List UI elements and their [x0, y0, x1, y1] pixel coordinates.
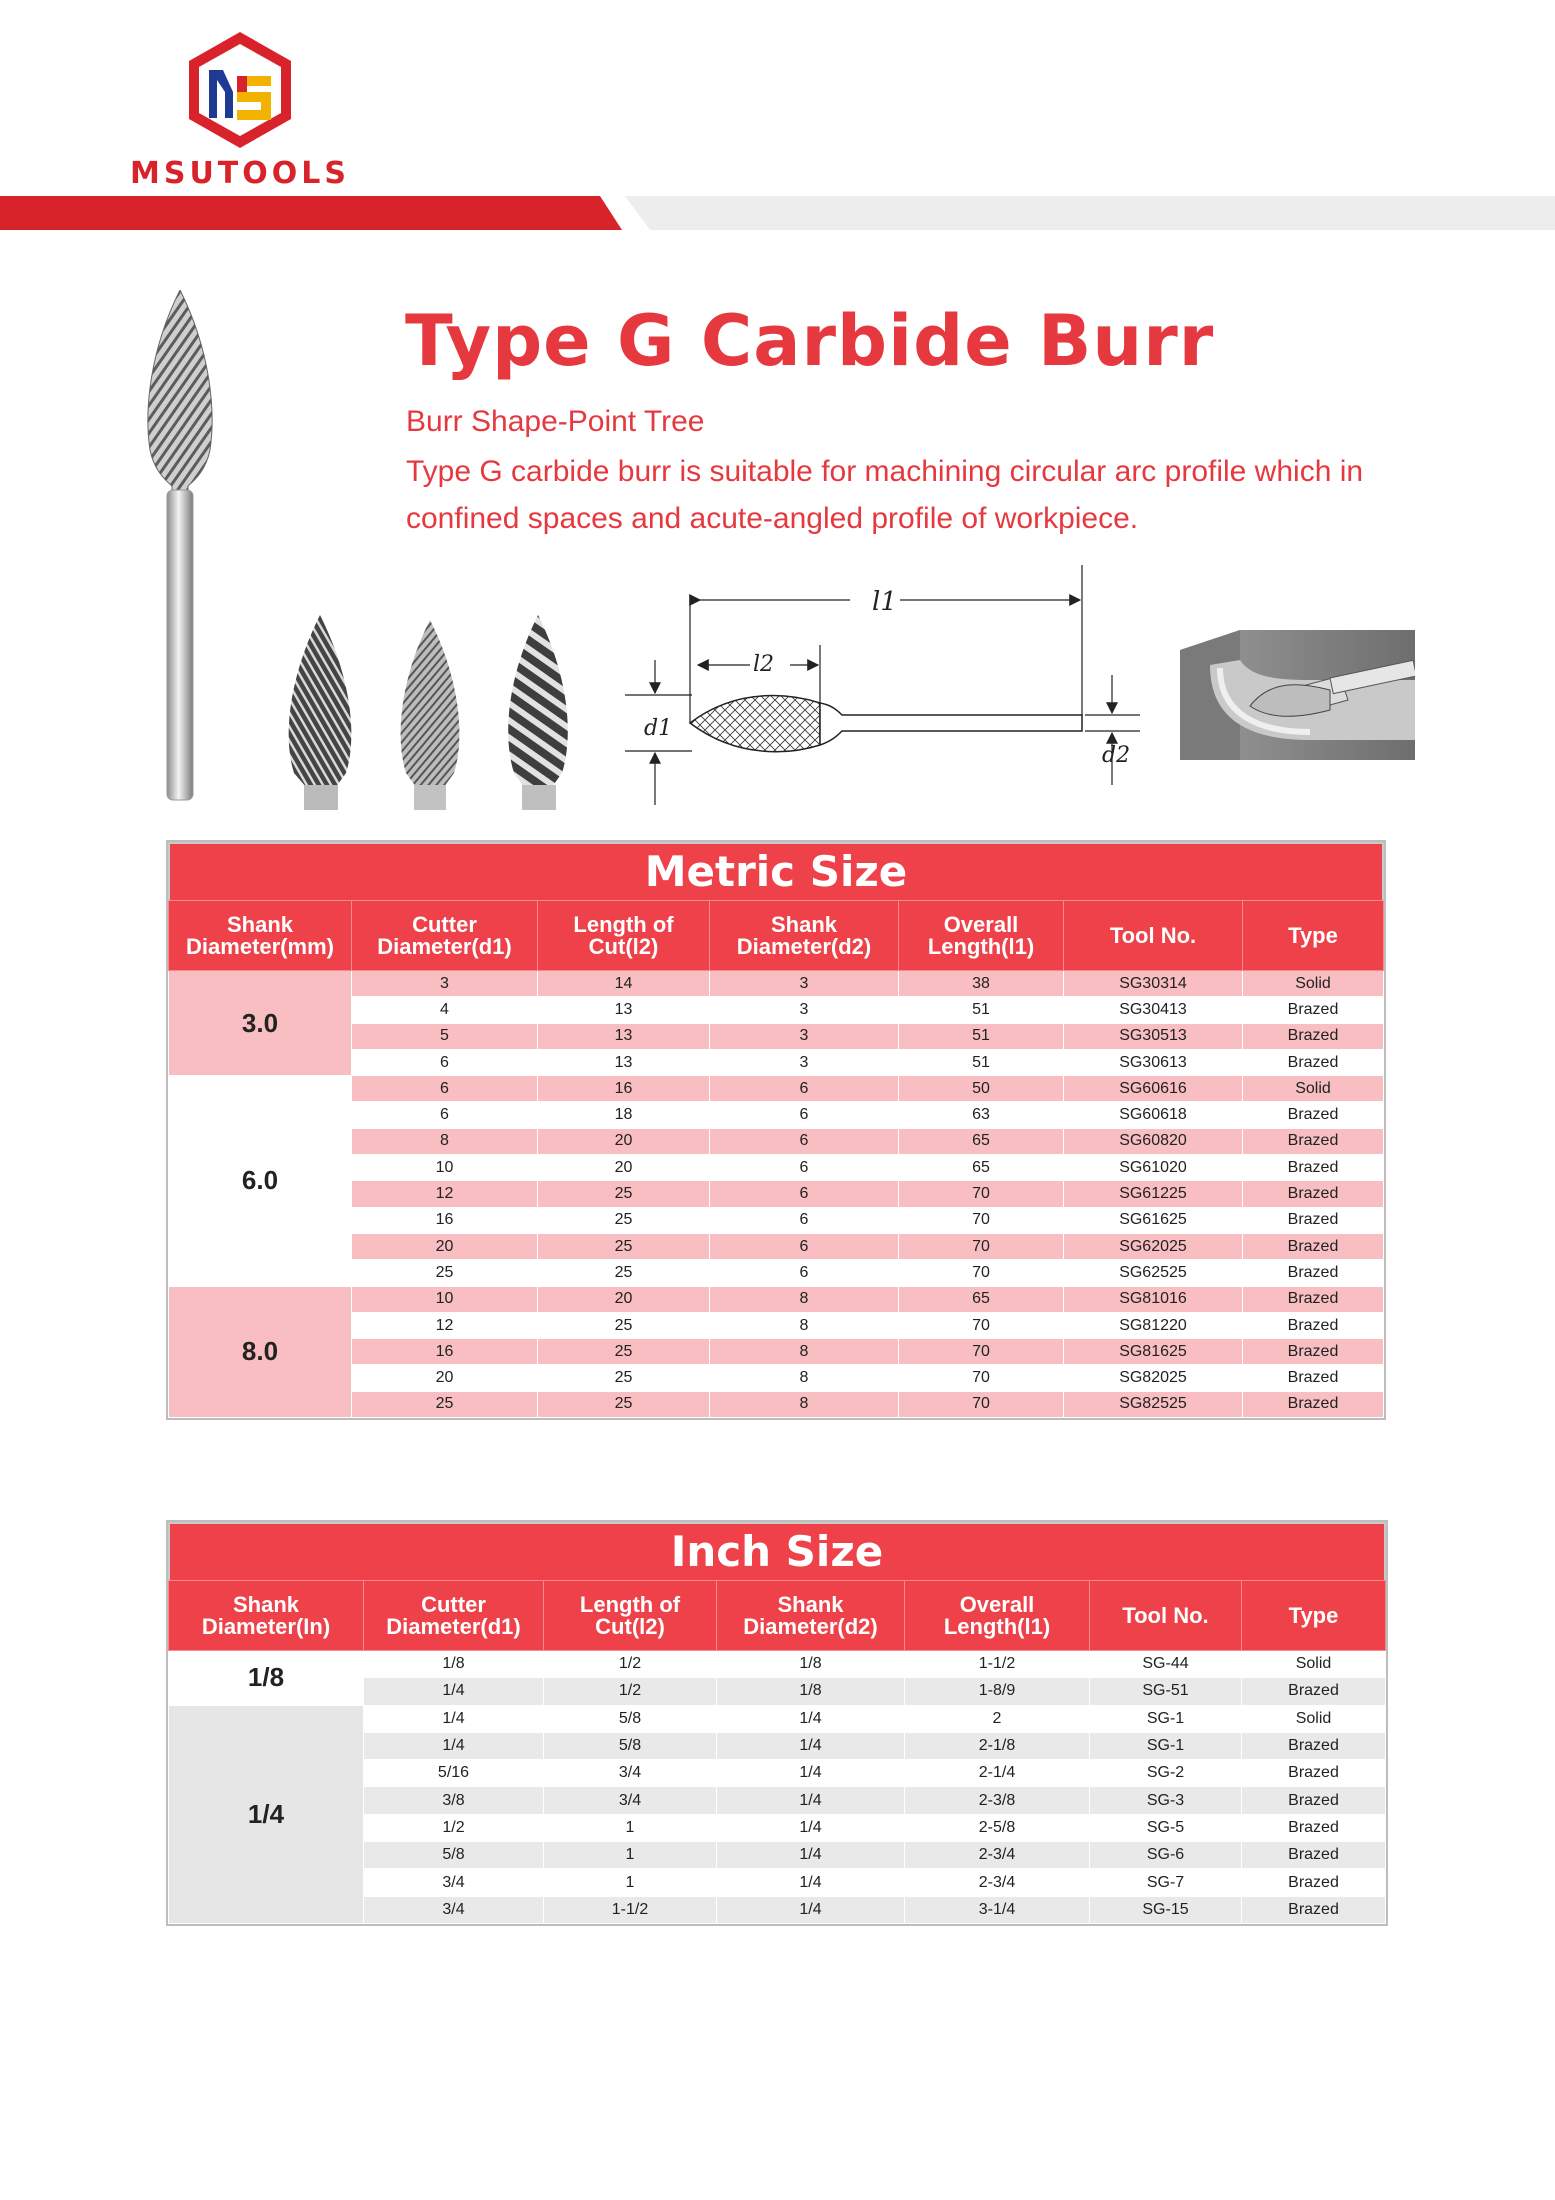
- table-row: [169, 1102, 1384, 1128]
- metric-header-4: Overall Length(l1): [899, 901, 1064, 971]
- table-cell: Brazed: [1243, 1260, 1384, 1286]
- table-cell: Brazed: [1243, 1181, 1384, 1207]
- inch-header-4: Overall Length(l1): [905, 1581, 1090, 1651]
- table-cell: 1/8: [717, 1678, 905, 1705]
- table-cell: SG-5: [1090, 1814, 1242, 1841]
- table-cell: 8: [710, 1391, 899, 1417]
- table-cell: 51: [899, 997, 1064, 1023]
- metric-table-title: Metric Size: [168, 842, 1384, 900]
- table-cell: 65: [899, 1286, 1064, 1312]
- table-cell: 70: [899, 1391, 1064, 1417]
- table-cell: 2-1/4: [905, 1760, 1090, 1787]
- inch-header-0: Shank Diameter(In): [169, 1581, 364, 1651]
- metric-size-table: [168, 842, 1384, 1418]
- table-cell: 1/2: [544, 1651, 717, 1678]
- metric-header-3: Shank Diameter(d2): [710, 901, 899, 971]
- l1-label: l1: [872, 587, 897, 617]
- table-cell: Brazed: [1242, 1869, 1386, 1896]
- table-cell: 3: [710, 1049, 899, 1075]
- header-band: [0, 196, 1555, 230]
- table-cell: 3: [352, 971, 538, 997]
- table-cell: 1/4: [364, 1678, 544, 1705]
- inch-header-6: Type: [1242, 1581, 1386, 1651]
- table-cell: 20: [538, 1155, 710, 1181]
- table-cell: 5/16: [364, 1760, 544, 1787]
- table-row: [169, 1155, 1384, 1181]
- table-cell: 1-1/2: [905, 1651, 1090, 1678]
- table-row: [169, 1312, 1384, 1338]
- table-cell: SG-3: [1090, 1787, 1242, 1814]
- table-cell: 5/8: [544, 1732, 717, 1759]
- table-cell: 2-3/4: [905, 1869, 1090, 1896]
- inch-header-1: Cutter Diameter(d1): [364, 1581, 544, 1651]
- table-row: [169, 1207, 1384, 1233]
- table-cell: 1/4: [717, 1732, 905, 1759]
- table-cell: 3: [710, 1023, 899, 1049]
- metric-header-2: Length of Cut(l2): [538, 901, 710, 971]
- table-cell: SG81016: [1064, 1286, 1243, 1312]
- table-cell: 1/8: [717, 1651, 905, 1678]
- table-row: [169, 1181, 1384, 1207]
- table-cell: 70: [899, 1339, 1064, 1365]
- table-cell: 25: [538, 1365, 710, 1391]
- table-cell: Brazed: [1242, 1732, 1386, 1759]
- table-cell: Brazed: [1242, 1787, 1386, 1814]
- table-cell: 6: [710, 1102, 899, 1128]
- table-cell: SG60820: [1064, 1128, 1243, 1154]
- table-cell: 3/4: [364, 1869, 544, 1896]
- table-cell: 25: [538, 1181, 710, 1207]
- shank-group-cell: 1/4: [169, 1705, 364, 1923]
- table-cell: 25: [538, 1312, 710, 1338]
- table-cell: 6: [710, 1233, 899, 1259]
- table-cell: Solid: [1243, 971, 1384, 997]
- table-row: [169, 1391, 1384, 1417]
- l2-label: l2: [753, 652, 775, 677]
- table-cell: Brazed: [1243, 1155, 1384, 1181]
- metric-header-5: Tool No.: [1064, 901, 1243, 971]
- table-cell: 2-1/8: [905, 1732, 1090, 1759]
- table-row: [169, 1260, 1384, 1286]
- table-cell: 65: [899, 1155, 1064, 1181]
- table-cell: 13: [538, 997, 710, 1023]
- burr-photo-large: [140, 290, 220, 810]
- table-cell: 13: [538, 1023, 710, 1049]
- table-cell: SG30314: [1064, 971, 1243, 997]
- table-cell: SG-51: [1090, 1678, 1242, 1705]
- table-cell: SG61225: [1064, 1181, 1243, 1207]
- table-cell: 6: [710, 1181, 899, 1207]
- table-cell: 1/4: [717, 1705, 905, 1732]
- table-row: [169, 1705, 1386, 1732]
- table-row: [169, 1339, 1384, 1365]
- table-cell: 1/4: [717, 1760, 905, 1787]
- table-cell: 8: [352, 1128, 538, 1154]
- d2-label: d2: [1102, 743, 1131, 768]
- page-description: Type G carbide burr is suitable for machining circular arc profile which in confined spaces and acute-angled profile of workpiece.: [406, 455, 1364, 535]
- table-cell: 2-3/4: [905, 1842, 1090, 1869]
- application-illustration: [1180, 620, 1415, 760]
- table-cell: 13: [538, 1049, 710, 1075]
- table-cell: 70: [899, 1207, 1064, 1233]
- table-cell: SG-7: [1090, 1869, 1242, 1896]
- dimension-diagram: [620, 565, 1140, 810]
- shank-group-cell: 8.0: [169, 1286, 352, 1417]
- table-cell: 1/4: [717, 1896, 905, 1923]
- table-cell: SG-1: [1090, 1705, 1242, 1732]
- table-cell: Solid: [1242, 1705, 1386, 1732]
- table-cell: SG-15: [1090, 1896, 1242, 1923]
- table-cell: 63: [899, 1102, 1064, 1128]
- table-cell: 8: [710, 1286, 899, 1312]
- table-cell: Solid: [1243, 1076, 1384, 1102]
- table-cell: SG-44: [1090, 1651, 1242, 1678]
- table-cell: 12: [352, 1312, 538, 1338]
- table-row: [169, 1651, 1386, 1678]
- table-cell: Brazed: [1243, 1286, 1384, 1312]
- table-cell: 14: [538, 971, 710, 997]
- table-cell: 70: [899, 1365, 1064, 1391]
- table-cell: 1/4: [717, 1814, 905, 1841]
- table-cell: SG61020: [1064, 1155, 1243, 1181]
- table-cell: 4: [352, 997, 538, 1023]
- page-title: Type G Carbide Burr: [405, 300, 1215, 382]
- table-cell: SG81625: [1064, 1339, 1243, 1365]
- table-cell: 2-3/8: [905, 1787, 1090, 1814]
- table-cell: SG82525: [1064, 1391, 1243, 1417]
- table-cell: 25: [538, 1391, 710, 1417]
- shank-group-cell: 1/8: [169, 1651, 364, 1706]
- burr-photo-tips: [280, 615, 580, 810]
- table-cell: SG-6: [1090, 1842, 1242, 1869]
- table-cell: 5/8: [364, 1842, 544, 1869]
- table-cell: 16: [352, 1339, 538, 1365]
- table-cell: 1/8: [364, 1651, 544, 1678]
- table-cell: Brazed: [1242, 1842, 1386, 1869]
- table-cell: 1: [544, 1814, 717, 1841]
- table-cell: 50: [899, 1076, 1064, 1102]
- table-cell: 5: [352, 1023, 538, 1049]
- table-cell: 3/8: [364, 1787, 544, 1814]
- table-cell: 5/8: [544, 1705, 717, 1732]
- table-cell: SG60616: [1064, 1076, 1243, 1102]
- table-cell: 8: [710, 1339, 899, 1365]
- table-cell: 65: [899, 1128, 1064, 1154]
- table-cell: Solid: [1242, 1651, 1386, 1678]
- table-cell: 2-5/8: [905, 1814, 1090, 1841]
- table-cell: Brazed: [1243, 1049, 1384, 1075]
- table-cell: SG62025: [1064, 1233, 1243, 1259]
- table-cell: Brazed: [1242, 1760, 1386, 1787]
- table-cell: Brazed: [1243, 1207, 1384, 1233]
- inch-table-title: Inch Size: [168, 1522, 1386, 1580]
- table-cell: 2: [905, 1705, 1090, 1732]
- table-cell: Brazed: [1242, 1678, 1386, 1705]
- ms-logo-icon: [185, 30, 295, 150]
- table-cell: Brazed: [1243, 1023, 1384, 1049]
- shank-group-cell: 6.0: [169, 1076, 352, 1286]
- table-cell: 1/2: [544, 1678, 717, 1705]
- table-cell: 51: [899, 1049, 1064, 1075]
- table-cell: 6: [352, 1076, 538, 1102]
- brand-name: MSUTOOLS: [129, 156, 350, 191]
- table-cell: 70: [899, 1181, 1064, 1207]
- table-cell: Brazed: [1243, 997, 1384, 1023]
- table-cell: Brazed: [1243, 1339, 1384, 1365]
- table-cell: 1: [544, 1869, 717, 1896]
- table-cell: SG82025: [1064, 1365, 1243, 1391]
- table-cell: 1-8/9: [905, 1678, 1090, 1705]
- table-cell: SG61625: [1064, 1207, 1243, 1233]
- table-cell: 6: [710, 1155, 899, 1181]
- table-cell: 25: [352, 1391, 538, 1417]
- table-row: [169, 1076, 1384, 1102]
- table-row: [169, 1049, 1384, 1075]
- table-cell: 20: [538, 1128, 710, 1154]
- table-cell: Brazed: [1243, 1312, 1384, 1338]
- table-cell: Brazed: [1243, 1102, 1384, 1128]
- table-cell: 70: [899, 1233, 1064, 1259]
- inch-header-2: Length of Cut(l2): [544, 1581, 717, 1651]
- shank-group-cell: 3.0: [169, 971, 352, 1076]
- table-cell: 1/4: [364, 1732, 544, 1759]
- table-cell: 10: [352, 1155, 538, 1181]
- table-cell: 70: [899, 1312, 1064, 1338]
- table-cell: SG30613: [1064, 1049, 1243, 1075]
- table-row: [169, 1128, 1384, 1154]
- table-cell: 8: [710, 1312, 899, 1338]
- d1-label: d1: [644, 716, 673, 741]
- table-cell: 16: [352, 1207, 538, 1233]
- table-cell: SG-1: [1090, 1732, 1242, 1759]
- table-cell: 12: [352, 1181, 538, 1207]
- metric-header-6: Type: [1243, 901, 1384, 971]
- table-cell: Brazed: [1243, 1391, 1384, 1417]
- table-cell: SG30413: [1064, 997, 1243, 1023]
- table-cell: 25: [538, 1339, 710, 1365]
- table-cell: 8: [710, 1365, 899, 1391]
- table-cell: 25: [538, 1207, 710, 1233]
- table-cell: 1: [544, 1842, 717, 1869]
- table-row: [169, 971, 1384, 997]
- table-cell: 6: [352, 1102, 538, 1128]
- table-cell: 6: [710, 1207, 899, 1233]
- table-cell: 3-1/4: [905, 1896, 1090, 1923]
- table-cell: 1/4: [717, 1869, 905, 1896]
- metric-header-1: Cutter Diameter(d1): [352, 901, 538, 971]
- table-cell: Brazed: [1242, 1814, 1386, 1841]
- table-cell: 38: [899, 971, 1064, 997]
- table-cell: SG60618: [1064, 1102, 1243, 1128]
- table-cell: 10: [352, 1286, 538, 1312]
- table-cell: Brazed: [1242, 1896, 1386, 1923]
- page-subtitle: Burr Shape-Point Tree: [406, 405, 705, 438]
- table-cell: 25: [352, 1260, 538, 1286]
- table-cell: 18: [538, 1102, 710, 1128]
- table-cell: 1-1/2: [544, 1896, 717, 1923]
- table-cell: SG62525: [1064, 1260, 1243, 1286]
- table-cell: 1/4: [364, 1705, 544, 1732]
- table-cell: 3/4: [544, 1787, 717, 1814]
- table-cell: 20: [352, 1365, 538, 1391]
- table-cell: SG30513: [1064, 1023, 1243, 1049]
- table-row: [169, 1365, 1384, 1391]
- table-cell: Brazed: [1243, 1233, 1384, 1259]
- table-cell: 3: [710, 997, 899, 1023]
- table-cell: 16: [538, 1076, 710, 1102]
- table-row: [169, 997, 1384, 1023]
- table-cell: 51: [899, 1023, 1064, 1049]
- table-cell: 70: [899, 1260, 1064, 1286]
- table-cell: 20: [352, 1233, 538, 1259]
- table-cell: 1/4: [717, 1787, 905, 1814]
- table-cell: 25: [538, 1260, 710, 1286]
- table-row: [169, 1023, 1384, 1049]
- table-cell: 1/4: [717, 1842, 905, 1869]
- table-cell: 6: [710, 1260, 899, 1286]
- table-cell: 3: [710, 971, 899, 997]
- inch-size-table: [168, 1522, 1386, 1924]
- table-cell: 3/4: [364, 1896, 544, 1923]
- table-cell: 6: [710, 1076, 899, 1102]
- table-row: [169, 1233, 1384, 1259]
- table-cell: SG81220: [1064, 1312, 1243, 1338]
- table-cell: Brazed: [1243, 1128, 1384, 1154]
- table-cell: Brazed: [1243, 1365, 1384, 1391]
- table-row: [169, 1286, 1384, 1312]
- table-cell: 6: [710, 1128, 899, 1154]
- inch-header-3: Shank Diameter(d2): [717, 1581, 905, 1651]
- table-cell: 1/2: [364, 1814, 544, 1841]
- table-cell: 6: [352, 1049, 538, 1075]
- table-cell: 20: [538, 1286, 710, 1312]
- brand-logo: [125, 30, 355, 190]
- table-cell: 25: [538, 1233, 710, 1259]
- inch-header-5: Tool No.: [1090, 1581, 1242, 1651]
- table-cell: SG-2: [1090, 1760, 1242, 1787]
- metric-header-0: Shank Diameter(mm): [169, 901, 352, 971]
- table-cell: 3/4: [544, 1760, 717, 1787]
